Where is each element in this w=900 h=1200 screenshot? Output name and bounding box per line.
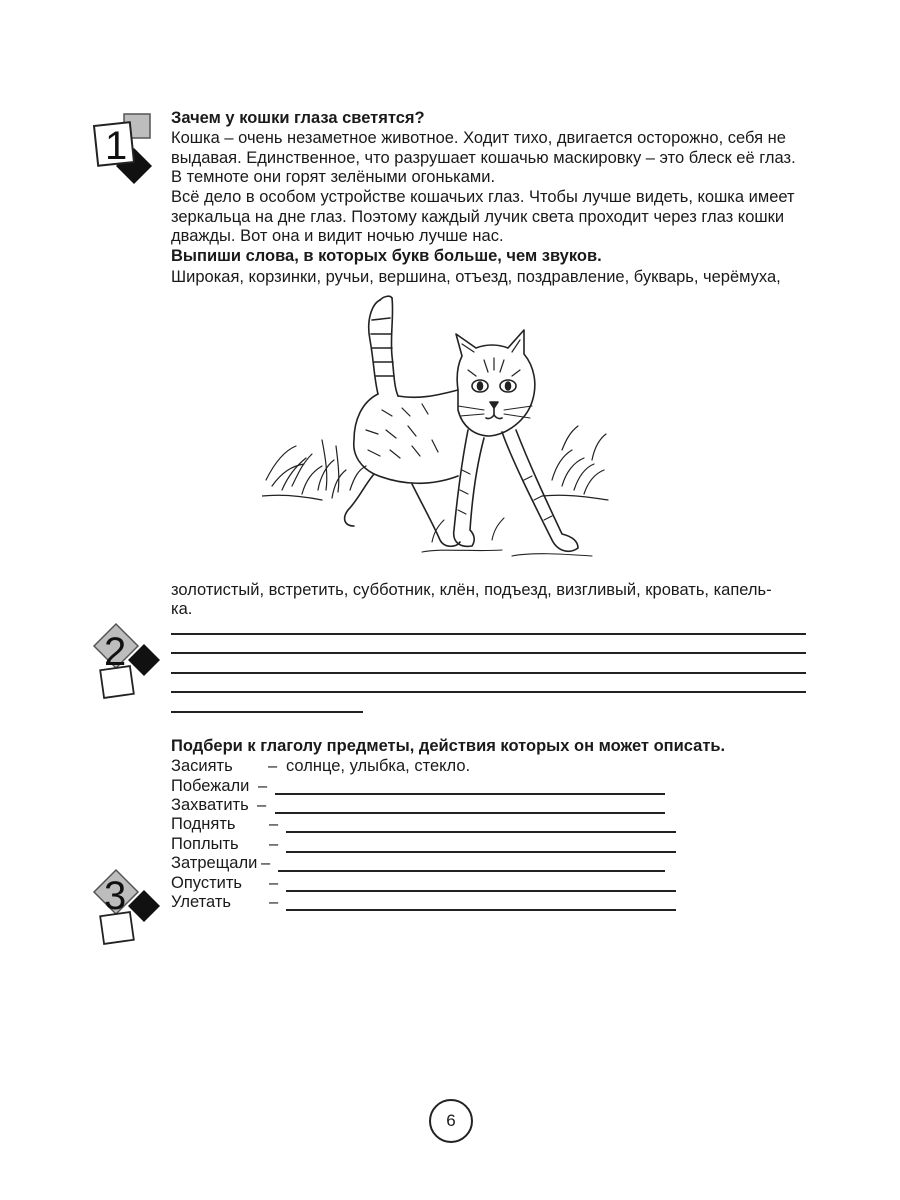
text-line: выдавая. Единственное, что разрушает кошачью маскировку – это блеск её глаз.: [171, 148, 796, 167]
verb-row: [171, 893, 691, 913]
cat-illustration: [262, 290, 612, 565]
answer-line[interactable]: [171, 672, 806, 674]
answer-line[interactable]: [171, 711, 363, 713]
task-3-instruction: Подбери к глаголу предметы, действия которых он может описать.: [171, 737, 726, 755]
verb-row: [171, 854, 691, 874]
dash: –: [269, 815, 279, 833]
task-2-words-line-1: Широкая, корзинки, ручьи, вершина, отъезд, поздравление, букварь, черёмуха,: [171, 268, 781, 286]
verb-answer: солнце, улыбка, стекло.: [286, 757, 471, 775]
verb-label: Затрещали: [171, 854, 258, 872]
answer-line[interactable]: [275, 793, 665, 795]
task-1-heading: Зачем у кошки глаза светятся?: [171, 109, 425, 127]
answer-line[interactable]: [275, 812, 665, 814]
verb-label: Опустить: [171, 874, 243, 892]
verb-label: Засиять: [171, 757, 233, 775]
page-number: 6: [429, 1099, 473, 1143]
answer-line[interactable]: [286, 890, 676, 892]
verb-row: [171, 757, 691, 777]
verb-row: [171, 835, 691, 855]
answer-line[interactable]: [171, 691, 806, 693]
verb-label: Улетать: [171, 893, 231, 911]
dash: –: [258, 777, 268, 795]
text-line: Кошка – очень незаметное животное. Ходит тихо, двигается осторожно, себя не: [171, 129, 786, 147]
task-3-badge: [92, 868, 164, 948]
answer-line[interactable]: [286, 831, 676, 833]
verb-label: Поднять: [171, 815, 236, 833]
verb-row: [171, 796, 691, 816]
text-line: В темноте они горят зелёными огоньками.: [171, 168, 496, 186]
answer-line[interactable]: [171, 633, 806, 635]
verb-row: [171, 815, 691, 835]
task-3-number: 3: [104, 874, 127, 918]
dash: –: [257, 796, 267, 814]
answer-line[interactable]: [286, 851, 676, 853]
dash: –: [269, 874, 279, 892]
dash: –: [261, 854, 271, 872]
dash: –: [268, 757, 278, 775]
verb-label: Поплыть: [171, 835, 239, 853]
verb-row: [171, 874, 691, 894]
text-line: зеркальца на дне глаз. Поэтому каждый лучик света проходит через глаз кошки: [171, 207, 785, 226]
badge-squares-icon: [92, 622, 164, 702]
badge-squares-icon: [92, 112, 164, 192]
dash: –: [269, 835, 279, 853]
answer-line[interactable]: [286, 909, 676, 911]
task-1-paragraph-1: [171, 129, 811, 188]
dash: –: [269, 893, 279, 911]
task-2-badge: [92, 622, 164, 702]
badge-squares-icon: [92, 868, 164, 948]
text-line: дважды. Вот она и видит ночью лучше нас.: [171, 227, 504, 245]
task-1-paragraph-2: [171, 188, 811, 247]
verb-label: Захватить: [171, 796, 249, 814]
verb-label: Побежали: [171, 777, 250, 795]
answer-line[interactable]: [278, 870, 665, 872]
text-line: Всё дело в особом устройстве кошачьих глаз. Чтобы лучше видеть, кошка имеет: [171, 188, 795, 206]
verb-row: [171, 777, 691, 797]
cat-illustration-icon: [262, 290, 612, 565]
task-1-badge: [92, 112, 164, 192]
answer-line[interactable]: [171, 652, 806, 654]
task-1-number: 1: [105, 124, 128, 168]
task-2-instruction: Выпиши слова, в которых букв больше, чем звуков.: [171, 247, 602, 265]
task-2-number: 2: [104, 630, 127, 674]
task-2-words-line-3: ка.: [171, 600, 193, 618]
task-2-words-line-2: золотистый, встретить, субботник, клён, подъезд, визгливый, кровать, капель-: [171, 581, 772, 599]
